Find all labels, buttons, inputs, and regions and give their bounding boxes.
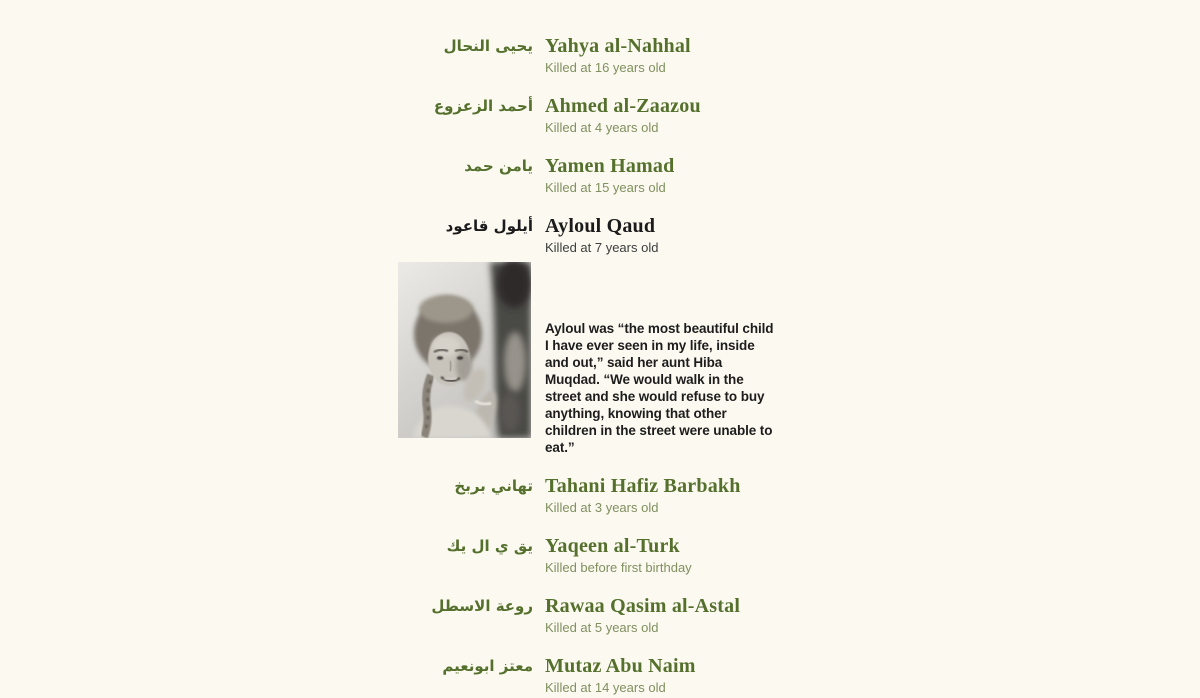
victim-age: Killed at 16 years old bbox=[545, 60, 666, 75]
memorial-entry[interactable] bbox=[0, 534, 1200, 576]
victim-name-arabic: يامن حمد bbox=[464, 157, 533, 175]
victim-age: Killed at 7 years old bbox=[545, 240, 659, 255]
victim-name: Ahmed al-Zaazou bbox=[545, 95, 701, 117]
victim-name-arabic: معتز ابونعيم bbox=[442, 657, 533, 675]
victim-name: Yamen Hamad bbox=[545, 155, 675, 177]
memorial-entry[interactable] bbox=[0, 94, 1200, 136]
victim-name-arabic: يق ي ال يك bbox=[446, 537, 533, 555]
memorial-entry[interactable] bbox=[0, 154, 1200, 196]
victim-name-arabic: تهاني بربخ bbox=[454, 477, 533, 495]
victim-name-arabic: روعة الاسطل bbox=[431, 597, 533, 615]
victim-age: Killed at 5 years old bbox=[545, 620, 659, 635]
victim-name: Tahani Hafiz Barbakh bbox=[545, 475, 741, 497]
memorial-entry[interactable] bbox=[0, 654, 1200, 696]
victim-age: Killed at 15 years old bbox=[545, 180, 666, 195]
memorial-entry[interactable] bbox=[0, 474, 1200, 516]
memorial-entry[interactable] bbox=[0, 34, 1200, 76]
victim-name-arabic: أيلول قاعود bbox=[445, 217, 533, 235]
victim-name-arabic: أحمد الزعزوع bbox=[433, 97, 533, 115]
memorial-entry-expanded[interactable] bbox=[0, 214, 1200, 456]
victim-name: Yaqeen al-Turk bbox=[545, 535, 680, 557]
memorial-quote: Ayloul was “the most beautiful child I have ever seen in my life, inside and out,” said her aunt Hiba Muqdad. “We would walk in the street and she would refuse to buy anything, knowing that other children in the street were unable to eat.” bbox=[545, 321, 774, 455]
memorial-entry[interactable] bbox=[0, 594, 1200, 636]
victim-name: Rawaa Qasim al-Astal bbox=[545, 595, 741, 617]
victim-age: Killed at 4 years old bbox=[545, 120, 659, 135]
victim-age: Killed at 14 years old bbox=[545, 680, 666, 695]
victim-name: Mutaz Abu Naim bbox=[545, 655, 696, 677]
victim-age: Killed at 3 years old bbox=[545, 500, 659, 515]
expanded-detail bbox=[0, 262, 1200, 456]
victim-name-arabic: يحيى النحال bbox=[443, 37, 533, 55]
victim-age: Killed before first birthday bbox=[545, 560, 692, 575]
memorial-photo bbox=[398, 262, 531, 438]
victim-name: Yahya al-Nahhal bbox=[545, 35, 691, 57]
victim-name: Ayloul Qaud bbox=[545, 215, 656, 237]
